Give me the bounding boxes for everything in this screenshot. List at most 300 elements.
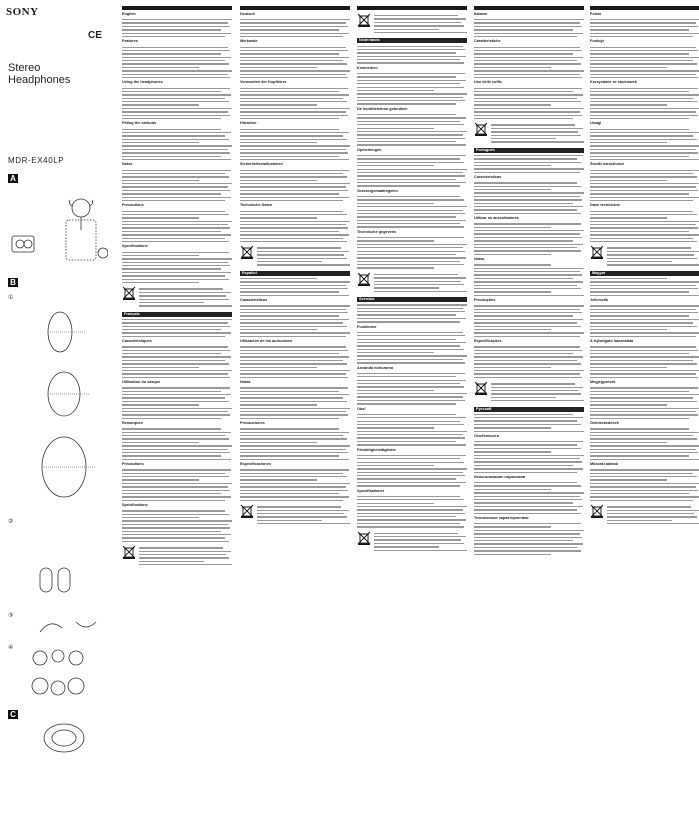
text-line — [357, 100, 465, 101]
text-line — [122, 47, 228, 48]
text-line — [240, 309, 346, 310]
text-line — [474, 468, 583, 469]
text-line — [357, 97, 463, 98]
body-text-lines — [122, 211, 232, 243]
text-line — [357, 496, 460, 497]
ce-mark: CE — [88, 30, 102, 41]
text-line — [590, 227, 698, 228]
text-line — [139, 295, 226, 296]
text-line — [491, 393, 581, 394]
text-line — [374, 539, 461, 540]
subsection-heading: Precauciones — [240, 421, 265, 426]
text-line — [474, 530, 584, 531]
text-line — [474, 36, 577, 37]
text-line — [240, 29, 339, 30]
text-line — [122, 115, 230, 116]
text-column-4 — [474, 6, 584, 811]
text-line — [357, 332, 463, 333]
body-text-lines — [240, 305, 350, 337]
text-line — [240, 60, 343, 61]
text-line — [491, 128, 583, 129]
text-line — [474, 209, 577, 210]
text-line — [474, 431, 584, 432]
text-line — [240, 129, 339, 130]
text-line — [590, 315, 689, 316]
subsection-heading: Especificaciones — [240, 462, 271, 467]
text-line — [357, 172, 463, 173]
text-line — [240, 36, 343, 37]
recycling-notice — [122, 545, 232, 567]
text-line — [474, 414, 573, 415]
text-line — [357, 220, 466, 221]
body-text-lines — [357, 496, 467, 528]
body-text-lines — [590, 211, 699, 243]
subsection-heading: Műszaki adatok — [590, 462, 619, 467]
subsection-heading: Kenmerken — [357, 65, 378, 70]
section-b-marker: B — [8, 278, 18, 287]
subsection-heading: Precauções — [474, 298, 496, 303]
text-line — [590, 278, 667, 279]
subsection-heading: Features — [122, 39, 138, 44]
text-line — [122, 418, 221, 419]
text-line — [491, 387, 583, 388]
text-line — [122, 394, 231, 395]
text-line — [374, 536, 466, 537]
text-line — [240, 217, 317, 218]
body-text-lines — [590, 88, 699, 120]
text-line — [240, 22, 346, 23]
text-line — [122, 404, 199, 405]
text-line — [474, 329, 551, 330]
text-line — [240, 118, 339, 119]
text-line — [122, 531, 221, 532]
text-line — [122, 19, 232, 20]
text-line — [122, 479, 199, 480]
body-text-lines — [122, 252, 232, 284]
language-heading: Italiano — [474, 12, 488, 16]
subsection-heading: Notas — [240, 380, 251, 385]
text-line — [240, 193, 339, 194]
body-text-lines — [139, 547, 232, 565]
text-line — [240, 397, 343, 398]
text-line — [240, 490, 348, 491]
text-line — [590, 486, 696, 487]
text-line — [240, 291, 339, 292]
body-text-lines — [474, 264, 584, 296]
text-line — [357, 318, 466, 319]
text-line — [474, 492, 584, 493]
subsection-heading: Precautions — [122, 203, 144, 208]
text-line — [590, 442, 667, 443]
body-text-lines — [240, 47, 350, 79]
text-line — [474, 360, 577, 361]
text-line — [357, 519, 466, 520]
text-line — [122, 57, 231, 58]
body-text-lines — [357, 455, 467, 487]
text-line — [491, 131, 578, 132]
text-line — [590, 391, 689, 392]
text-line — [122, 176, 229, 177]
text-line — [122, 29, 221, 30]
text-line — [474, 247, 577, 248]
cord-winding-illustration — [36, 718, 96, 758]
text-line — [122, 455, 221, 456]
body-text-lines — [491, 124, 584, 142]
text-line — [590, 115, 698, 116]
text-line — [357, 56, 466, 57]
crossed-bin-icon — [590, 245, 604, 259]
body-text-lines — [240, 129, 350, 161]
text-line — [122, 476, 229, 477]
text-line — [122, 346, 228, 347]
text-line — [122, 449, 228, 450]
text-line — [357, 169, 467, 170]
text-line — [590, 291, 689, 292]
text-line — [590, 88, 698, 89]
text-line — [474, 322, 577, 323]
text-line — [122, 520, 232, 521]
text-line — [139, 302, 204, 303]
text-line — [590, 111, 696, 112]
text-line — [357, 179, 456, 180]
body-text-lines — [122, 319, 232, 337]
text-line — [491, 400, 584, 401]
text-line — [240, 346, 346, 347]
text-line — [122, 527, 230, 528]
recycling-notice — [590, 245, 699, 267]
text-line — [122, 135, 225, 136]
text-line — [590, 200, 693, 201]
text-line — [474, 326, 581, 327]
text-line — [474, 523, 581, 524]
text-line — [122, 332, 231, 333]
column-content — [474, 12, 584, 555]
text-line — [590, 156, 689, 157]
text-line — [590, 452, 698, 453]
recycling-notice — [357, 13, 467, 35]
body-text-lines — [374, 15, 467, 33]
body-text-lines — [474, 47, 584, 79]
text-line — [257, 264, 350, 265]
text-line — [607, 261, 672, 262]
text-line — [240, 281, 350, 282]
text-line — [122, 241, 229, 242]
text-line — [357, 321, 460, 322]
text-line — [139, 288, 223, 289]
text-line — [491, 135, 581, 136]
text-line — [590, 217, 667, 218]
text-line — [357, 247, 463, 248]
column-header-bar — [590, 6, 699, 10]
text-line — [357, 73, 465, 74]
text-line — [607, 264, 699, 265]
text-line — [374, 284, 464, 285]
text-line — [590, 387, 698, 388]
text-line — [122, 534, 231, 535]
text-line — [374, 18, 466, 19]
body-text-lines — [590, 305, 699, 337]
subsection-heading: Obs! — [357, 406, 366, 411]
language-heading: Nederlands — [357, 38, 467, 43]
text-line — [240, 455, 339, 456]
text-line — [590, 77, 698, 78]
text-line — [122, 139, 229, 140]
text-line — [357, 93, 467, 94]
text-line — [122, 435, 225, 436]
body-text-lines — [357, 155, 467, 187]
text-line — [474, 196, 580, 197]
column-header-bar — [474, 6, 584, 10]
text-line — [357, 342, 466, 343]
subsection-heading: Försiktighetsåtgärder — [357, 447, 397, 452]
text-line — [474, 70, 584, 71]
body-text-lines — [474, 523, 584, 555]
body-text-lines — [474, 414, 584, 432]
text-line — [240, 57, 349, 58]
text-line — [357, 121, 460, 122]
body-text-lines — [590, 19, 699, 37]
text-line — [240, 77, 348, 78]
text-line — [374, 22, 461, 23]
text-line — [122, 432, 231, 433]
text-line — [122, 159, 231, 160]
language-heading: Español — [240, 271, 350, 276]
subsection-heading: Środki ostrożności — [590, 162, 625, 167]
text-line — [474, 312, 582, 313]
text-line — [474, 295, 584, 296]
text-line — [240, 315, 339, 316]
text-line — [474, 485, 581, 486]
text-line — [240, 411, 346, 412]
text-line — [240, 356, 349, 357]
text-line — [474, 363, 581, 364]
text-line — [474, 278, 573, 279]
text-line — [590, 104, 667, 105]
body-text-lines — [240, 170, 350, 202]
subsection-heading: Jellemzők — [590, 298, 609, 303]
text-line — [474, 111, 580, 112]
brand-logo: SONY — [6, 6, 39, 18]
text-line — [590, 197, 699, 198]
text-line — [474, 213, 581, 214]
text-line — [474, 441, 583, 442]
text-line — [122, 186, 228, 187]
text-line — [474, 509, 577, 510]
crossed-bin-icon — [240, 245, 254, 259]
text-line — [474, 199, 582, 200]
body-text-lines — [122, 47, 232, 79]
recycling-notice — [357, 531, 467, 553]
text-line — [474, 315, 573, 316]
text-line — [122, 50, 230, 51]
text-line — [374, 543, 464, 544]
text-line — [122, 262, 228, 263]
body-text-lines — [240, 346, 350, 378]
subsection-heading: Fitting the earbuds — [122, 121, 157, 126]
text-line — [240, 135, 343, 136]
earbud-sizes-illustration — [28, 646, 108, 706]
text-line — [357, 264, 464, 265]
text-column-3 — [357, 6, 467, 811]
subsection-heading: Sicherheitsmaßnahmen — [240, 162, 283, 167]
text-line — [474, 367, 551, 368]
body-text-lines — [590, 278, 699, 296]
text-line — [590, 53, 689, 54]
text-line — [590, 445, 699, 446]
body-text-lines — [474, 182, 584, 214]
text-line — [374, 29, 439, 30]
text-line — [240, 387, 348, 388]
subsection-heading: Megjegyzések — [590, 380, 616, 385]
text-line — [240, 479, 317, 480]
text-line — [240, 26, 348, 27]
earbud-size-diagrams — [40, 302, 110, 512]
text-line — [357, 516, 456, 517]
text-line — [357, 144, 466, 145]
text-line — [590, 91, 689, 92]
text-line — [122, 22, 228, 23]
text-line — [122, 252, 229, 253]
body-text-lines — [240, 428, 350, 460]
text-line — [240, 50, 348, 51]
text-line — [590, 377, 698, 378]
text-line — [590, 145, 699, 146]
body-text-lines — [474, 346, 584, 378]
text-line — [240, 238, 343, 239]
text-line — [122, 33, 231, 34]
text-line — [590, 319, 699, 320]
text-line — [590, 404, 667, 405]
body-text-lines — [590, 170, 699, 202]
recycling-notice — [474, 381, 584, 403]
crossed-bin-icon — [357, 272, 371, 286]
text-line — [474, 168, 584, 169]
text-line — [357, 355, 467, 356]
text-line — [122, 524, 228, 525]
text-line — [607, 523, 699, 524]
subsection-heading: Remarques — [122, 421, 143, 426]
body-text-lines — [257, 247, 350, 265]
text-line — [122, 319, 232, 320]
text-line — [240, 173, 343, 174]
text-line — [122, 70, 232, 71]
recycling-notice — [474, 122, 584, 144]
text-line — [122, 493, 221, 494]
text-line — [240, 149, 346, 150]
text-line — [590, 101, 697, 102]
text-line — [474, 74, 580, 75]
text-line — [240, 483, 350, 484]
text-line — [357, 226, 464, 227]
text-line — [590, 186, 696, 187]
text-line — [474, 237, 582, 238]
text-line — [590, 285, 696, 286]
text-line — [122, 231, 221, 232]
body-text-lines — [474, 88, 584, 120]
crossed-bin-icon — [474, 381, 488, 395]
text-line — [590, 19, 699, 20]
text-line — [122, 353, 221, 354]
text-line — [240, 394, 349, 395]
text-line — [590, 129, 689, 130]
text-line — [474, 448, 581, 449]
text-line — [122, 60, 225, 61]
text-line — [240, 476, 347, 477]
text-line — [590, 149, 696, 150]
text-line — [240, 231, 339, 232]
text-line — [240, 47, 346, 48]
text-line — [491, 397, 556, 398]
column-content — [122, 12, 232, 568]
text-line — [240, 452, 348, 453]
text-line — [357, 376, 456, 377]
text-line — [122, 197, 231, 198]
text-line — [474, 499, 582, 500]
text-line — [122, 514, 229, 515]
text-line — [590, 159, 699, 160]
text-line — [122, 411, 228, 412]
text-line — [474, 50, 582, 51]
text-line — [357, 90, 434, 91]
body-text-lines — [357, 373, 467, 405]
text-line — [240, 53, 339, 54]
text-line — [590, 500, 693, 501]
text-line — [122, 510, 225, 511]
text-line — [474, 465, 573, 466]
text-line — [474, 104, 551, 105]
body-text-lines — [357, 414, 467, 446]
text-line — [122, 193, 221, 194]
text-line — [357, 165, 434, 166]
text-line — [474, 250, 581, 251]
text-line — [357, 427, 434, 428]
cover-column — [6, 6, 114, 766]
crossed-bin-icon — [240, 504, 254, 518]
text-line — [240, 329, 317, 330]
text-line — [122, 98, 225, 99]
column-header-bar — [122, 6, 232, 10]
text-line — [240, 67, 317, 68]
text-line — [122, 452, 230, 453]
text-line — [122, 459, 231, 460]
text-line — [240, 473, 343, 474]
text-column-5 — [590, 6, 699, 811]
text-line — [590, 490, 698, 491]
text-line — [357, 131, 467, 132]
text-line — [240, 428, 339, 429]
subsection-heading: Précautions — [122, 462, 144, 467]
step-2-marker: ② — [8, 519, 14, 525]
text-line — [357, 499, 464, 500]
text-line — [590, 469, 699, 470]
text-line — [122, 214, 229, 215]
subsection-heading: Använda hörlurarna — [357, 365, 394, 370]
body-text-lines — [491, 383, 584, 401]
text-line — [357, 128, 434, 129]
text-line — [357, 362, 465, 363]
text-line — [240, 360, 343, 361]
text-line — [474, 554, 551, 555]
text-line — [590, 336, 696, 337]
text-line — [474, 353, 573, 354]
text-line — [474, 288, 581, 289]
text-line — [474, 451, 551, 452]
text-line — [240, 227, 348, 228]
text-line — [607, 516, 697, 517]
text-line — [122, 282, 199, 283]
text-line — [240, 74, 346, 75]
text-line — [240, 224, 346, 225]
